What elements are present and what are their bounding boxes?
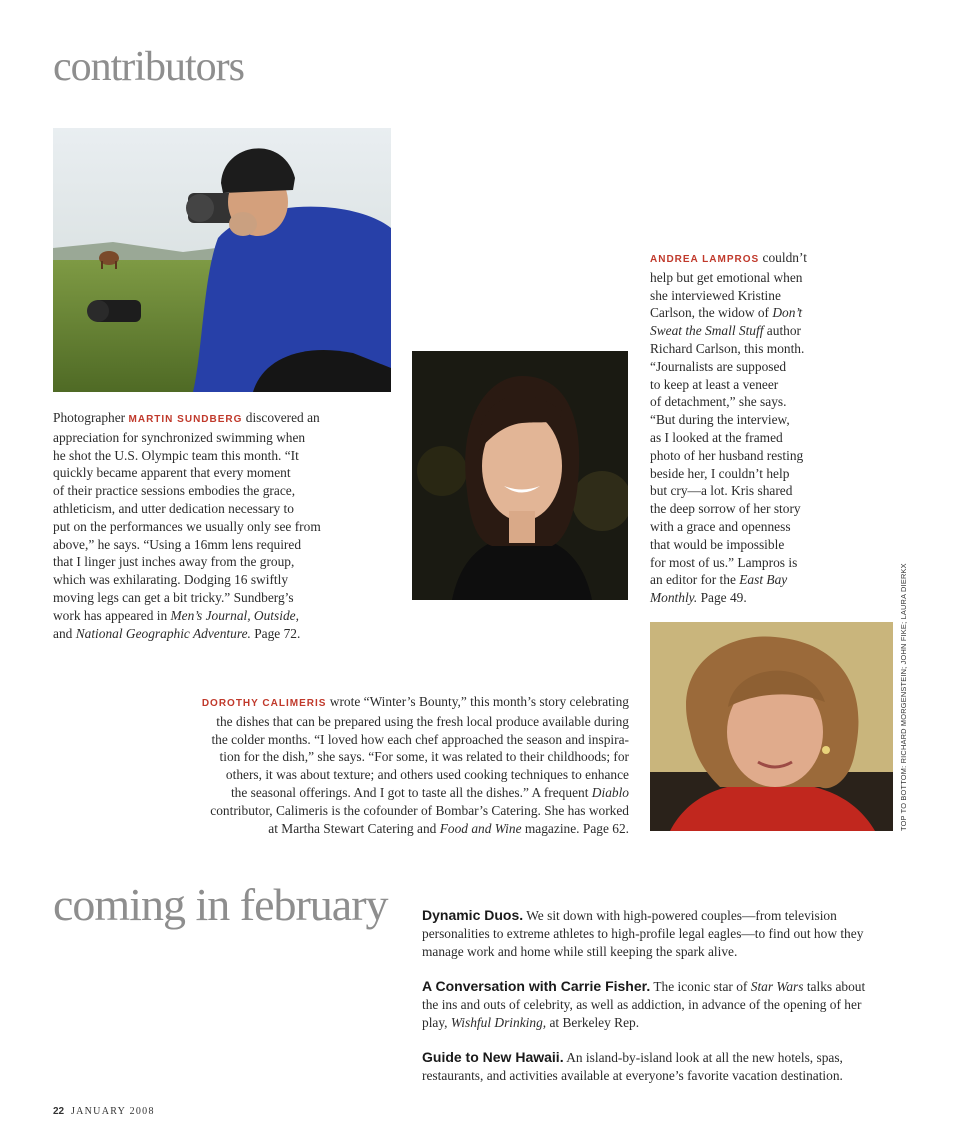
- sundberg-photo: [53, 128, 391, 392]
- bio-lead: Photographer: [53, 410, 126, 425]
- page-footer: [53, 1106, 155, 1117]
- lampros-photo: [412, 351, 628, 600]
- coming-in-february-heading: coming in february: [53, 879, 388, 930]
- preview-heading: A Conversation with Carrie Fisher.: [422, 978, 651, 994]
- contributor-name: MARTIN SUNDBERG: [128, 414, 243, 425]
- preview-heading: Dynamic Duos.: [422, 907, 524, 923]
- contributor-name: DOROTHY CALIMERIS: [201, 698, 327, 709]
- preview-carrie-fisher: A Conversation with Carrie Fisher. The iconic star of Star Wars talks about the ins and outs of celebrity, as well as addiction, in advance of the opening of her play, Wishful Drinking, at Berkeley Rep.: [422, 978, 866, 1030]
- contributor-name: ANDREA LAMPROS: [650, 254, 760, 265]
- calimeris-bio: DOROTHY CALIMERIS wrote “Winter’s Bounty,” this month’s story celebrating the dishes that can be prepared using the fresh local produce available during the colder months. “I loved how each chef approached the season and inspira- tion for the dish,” she says. “For some, it was related to their childhoods; for others, it was about texture; and others used cooking techniques to enhance the seasonal offerings. And I got to taste all the dishes.” A frequent Diablo contributor, Calimeris is the cofounder of Bombar’s Catering. She has worked at Martha Stewart Catering and Food and Wine magazine. Page 62.: [201, 694, 629, 836]
- photo-credit: TOP TO BOTTOM: RICHARD MORGENSTEIN; JOHN FIKE; LAURA DIERKX: [899, 563, 908, 831]
- preview-dynamic-duos: Dynamic Duos. We sit down with high-powered couples—from television personalities to extreme athletes to high-profile legal eagles—to find out how they manage work and home while still keeping the spark alive.: [422, 907, 864, 959]
- calimeris-photo: [650, 622, 893, 831]
- page-number: 22: [53, 1106, 65, 1117]
- preview-new-hawaii: Guide to New Hawaii. An island-by-island look at all the new hotels, spas, restaurants, and activities available at everyone’s favorite vacation destination.: [422, 1049, 843, 1083]
- lampros-bio: ANDREA LAMPROS couldn’t help but get emotional when she interviewed Kristine Carlson, the widow of Don’t Sweat the Small Stuff author Richard Carlson, this month. “Journalists are supposed to keep at least a veneer of detachment,” she says. “But during the interview, as I looked at the framed photo of her husband resting beside her, I couldn’t help but cry—a lot. Kris shared the deep sorrow of her story with a grace and openness that would be impossible for most of us.” Lampros is an editor for the East Bay Monthly. Page 49.: [650, 250, 807, 606]
- issue-date: JANUARY 2008: [70, 1106, 155, 1117]
- preview-heading: Guide to New Hawaii.: [422, 1049, 564, 1065]
- contributors-heading: contributors: [53, 44, 244, 90]
- sundberg-bio: Photographer MARTIN SUNDBERG discovered an appreciation for synchronized swimming when he shot the U.S. Olympic team this month. “It quickly became apparent that every moment of their practice sessions embodies the grace, athleticism, and utter dedication necessary to put on the performances we usually only see from above,” he says. “Using a 16mm lens required that I linger just inches away from the group, which was exhilarating. Dodging 16 swiftly moving legs can get a bit tricky.” Sundberg’s work has appeared in Men’s Journal, Outside, and National Geographic Adventure. Page 72.: [53, 410, 321, 641]
